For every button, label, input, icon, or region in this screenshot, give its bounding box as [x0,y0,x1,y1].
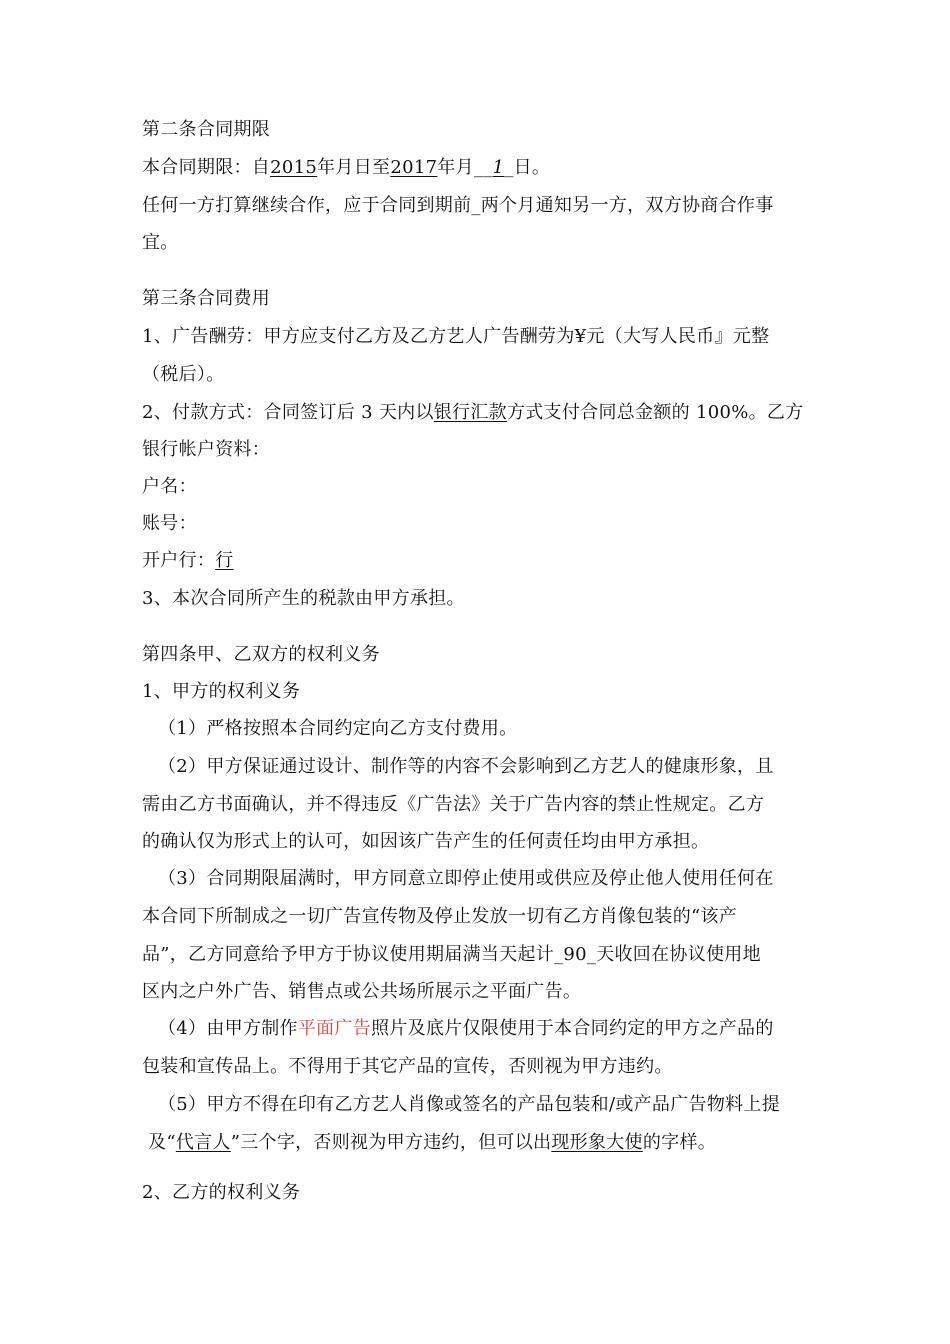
fee-line-2: （税后）。 [142,364,225,385]
renewal-line-1: 任何一方打算继续合作，应于合同到期前_两个月通知另一方，双方协商合作事 [142,195,774,216]
account-name-label: 户名： [142,476,197,497]
bank-label: 开户行： [142,550,216,571]
tax-line: 3、本次合同所产生的税款由甲方承担。 [142,588,465,609]
contract-term-line [142,155,550,181]
item5-spokesperson: 代言人 [175,1132,231,1153]
term-suffix: _日。 [504,157,551,178]
payment-suffix: 方式支付合同总金额的 100%。乙方 [506,402,804,423]
item2-line-3: 的确认仅为形式上的认可，如因该广告产生的任何责任均由甲方承担。 [142,831,710,852]
account-number-label: 账号： [142,513,197,534]
term-mid2: 年月__ [437,157,493,178]
item4-line-1 [158,1016,774,1042]
renewal-line-2: 宜。 [142,232,179,253]
payment-method-line [142,400,804,426]
item4-line-2: 包装和宣传品上。不得用于其它产品的宣传，否则视为甲方违约。 [142,1056,673,1077]
term-prefix: 本合同期限：自 [142,157,271,178]
bank-value: 行 [215,550,234,571]
term-start-year: 2015 [270,157,318,178]
item5-mid: ”三个字，否则视为甲方违约，但可以出 [230,1132,552,1153]
item2-line-2: 需由乙方书面确认，并不得违反《广告法》关于广告内容的禁止性规定。乙方 [142,794,765,815]
item5-line-2 [142,1130,716,1156]
item4-prefix: （4）由甲方制作 [158,1018,298,1039]
item1-line: （1）严格按照本合同约定向乙方支付费用。 [158,718,518,739]
article3-heading: 第三条合同费用 [142,288,271,309]
item5-ambassador: 现形象大使 [551,1132,643,1153]
term-mid1: 年月日至 [317,157,391,178]
item2-line-1: （2）甲方保证通过设计、制作等的内容不会影响到乙方艺人的健康形象，且 [158,756,774,777]
term-end-year: 2017 [390,157,438,178]
item3-line-1: （3）合同期限届满时，甲方同意立即停止使用或供应及停止他人使用任何在 [158,868,774,889]
party-a-heading: 1、甲方的权利义务 [142,681,301,702]
fee-line-1: 1、广告酬劳：甲方应支付乙方及乙方艺人广告酬劳为¥元（大写人民币』元整 [142,326,770,347]
item3-line-2: 本合同下所制成之一切广告宣传物及停止发放一切有乙方肖像包装的“该产 [142,906,738,927]
item5-line-1: （5）甲方不得在印有乙方艺人肖像或签名的产品包装和/或产品广告物料上提 [158,1094,781,1115]
item5-suffix: 的字样。 [642,1132,717,1153]
payment-prefix: 2、付款方式：合同签订后 3 天内以 [142,402,434,423]
item4-highlight: 平面广告 [297,1018,372,1039]
bank-line [142,548,234,574]
item5-prefix: 及“ [142,1132,176,1153]
party-b-heading: 2、乙方的权利义务 [142,1182,301,1203]
item4-suffix: 照片及底片仅限使用于本合同约定的甲方之产品的 [371,1018,774,1039]
item3-line-4: 区内之户外广告、销售点或公共场所展示之平面广告。 [142,981,582,1002]
bank-info-line: 银行帐户资料： [142,439,271,460]
item3-line-3: 品”，乙方同意给予甲方于协议使用期届满当天起计_90_天收回在协议使用地 [142,944,761,965]
article4-heading: 第四条甲、乙双方的权利义务 [142,644,380,665]
article2-heading: 第二条合同期限 [142,119,271,140]
payment-method: 银行汇款 [433,402,507,423]
term-end-day: 1 [492,157,505,178]
